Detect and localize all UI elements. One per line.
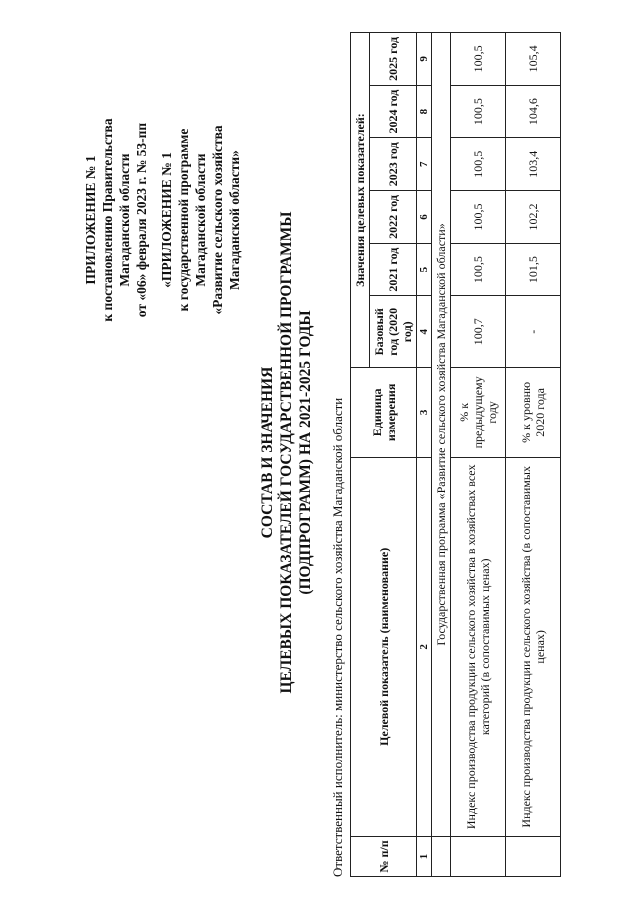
column-index-row bbox=[417, 33, 432, 877]
column-index: 1 bbox=[417, 836, 432, 876]
value-2025: 100,5 bbox=[451, 33, 506, 86]
header-unit: Единица измерения bbox=[351, 368, 417, 458]
value-2022: 102,2 bbox=[506, 191, 561, 244]
appendix-line: от «06» февраля 2023 г. № 53-пп bbox=[134, 122, 149, 318]
value-base: - bbox=[506, 296, 561, 368]
column-index: 4 bbox=[417, 296, 432, 368]
appendix-line: ПРИЛОЖЕНИЕ № 1 bbox=[83, 155, 98, 285]
header-year-2022: 2022 год bbox=[370, 191, 417, 244]
column-index: 2 bbox=[417, 457, 432, 836]
program-row bbox=[432, 33, 451, 877]
appendix-line: «Развитие сельского хозяйства bbox=[210, 125, 225, 315]
header-number: № п/п bbox=[351, 836, 417, 876]
title-line: СОСТАВ И ЗНАЧЕНИЯ bbox=[259, 366, 276, 539]
value-2024: 104,6 bbox=[506, 85, 561, 138]
column-index: 6 bbox=[417, 191, 432, 244]
indicator-name: Индекс производства продукции сельского хозяйства (в сопоставимых ценах) bbox=[506, 457, 561, 836]
header-year-2025: 2025 год bbox=[370, 33, 417, 86]
document-title bbox=[258, 0, 315, 905]
title-line: ЦЕЛЕВЫХ ПОКАЗАТЕЛЕЙ ГОСУДАРСТВЕННОЙ ПРОГРАММЫ bbox=[278, 211, 295, 694]
responsible-executor: Ответственный исполнитель: министерство сельского хозяйства Магаданской области bbox=[330, 397, 345, 877]
indicators-table bbox=[350, 32, 561, 877]
program-name: Государственная программа «Развитие сельского хозяйства Магаданской области» bbox=[432, 33, 451, 837]
appendix-line: Магаданской области» bbox=[227, 150, 242, 290]
value-2025: 105,4 bbox=[506, 33, 561, 86]
value-base: 100,7 bbox=[451, 296, 506, 368]
column-index: 9 bbox=[417, 33, 432, 86]
title-line: (ПОДПРОГРАММ) НА 2021-2025 ГОДЫ bbox=[297, 310, 314, 595]
header-values: Значения целевых показателей: bbox=[351, 33, 370, 368]
appendix-line: Магаданской области bbox=[193, 153, 208, 287]
header-year-2021: 2021 год bbox=[370, 243, 417, 296]
table-row bbox=[506, 33, 561, 877]
value-2021: 100,5 bbox=[451, 243, 506, 296]
indicator-name: Индекс производства продукции сельского хозяйства в хозяйствах всех категорий (в сопоставимых ценах) bbox=[451, 457, 506, 836]
row-number bbox=[451, 836, 506, 876]
indicator-unit: % к предыдущему году bbox=[451, 368, 506, 458]
value-2023: 100,5 bbox=[451, 138, 506, 191]
appendix-line: Магаданской области bbox=[117, 153, 132, 287]
table-row bbox=[451, 33, 506, 877]
column-index: 8 bbox=[417, 85, 432, 138]
header-base-year: Базовый год (2020 год) bbox=[370, 296, 417, 368]
appendix-line: «ПРИЛОЖЕНИЕ № 1 bbox=[159, 152, 174, 288]
appendix-line: к государственной программе bbox=[176, 128, 191, 312]
column-index: 5 bbox=[417, 243, 432, 296]
indicator-unit: % к уровню 2020 года bbox=[506, 368, 561, 458]
value-2023: 103,4 bbox=[506, 138, 561, 191]
value-2024: 100,5 bbox=[451, 85, 506, 138]
value-2021: 101,5 bbox=[506, 243, 561, 296]
header-year-2023: 2023 год bbox=[370, 138, 417, 191]
header-indicator: Целевой показатель (наименование) bbox=[351, 457, 417, 836]
value-2022: 100,5 bbox=[451, 191, 506, 244]
appendix-line: к постановлению Правительства bbox=[100, 118, 115, 322]
column-index: 3 bbox=[417, 368, 432, 458]
row-number bbox=[506, 836, 561, 876]
header-year-2024: 2024 год bbox=[370, 85, 417, 138]
appendix-header bbox=[82, 35, 243, 405]
column-index: 7 bbox=[417, 138, 432, 191]
program-number-cell bbox=[432, 836, 451, 876]
